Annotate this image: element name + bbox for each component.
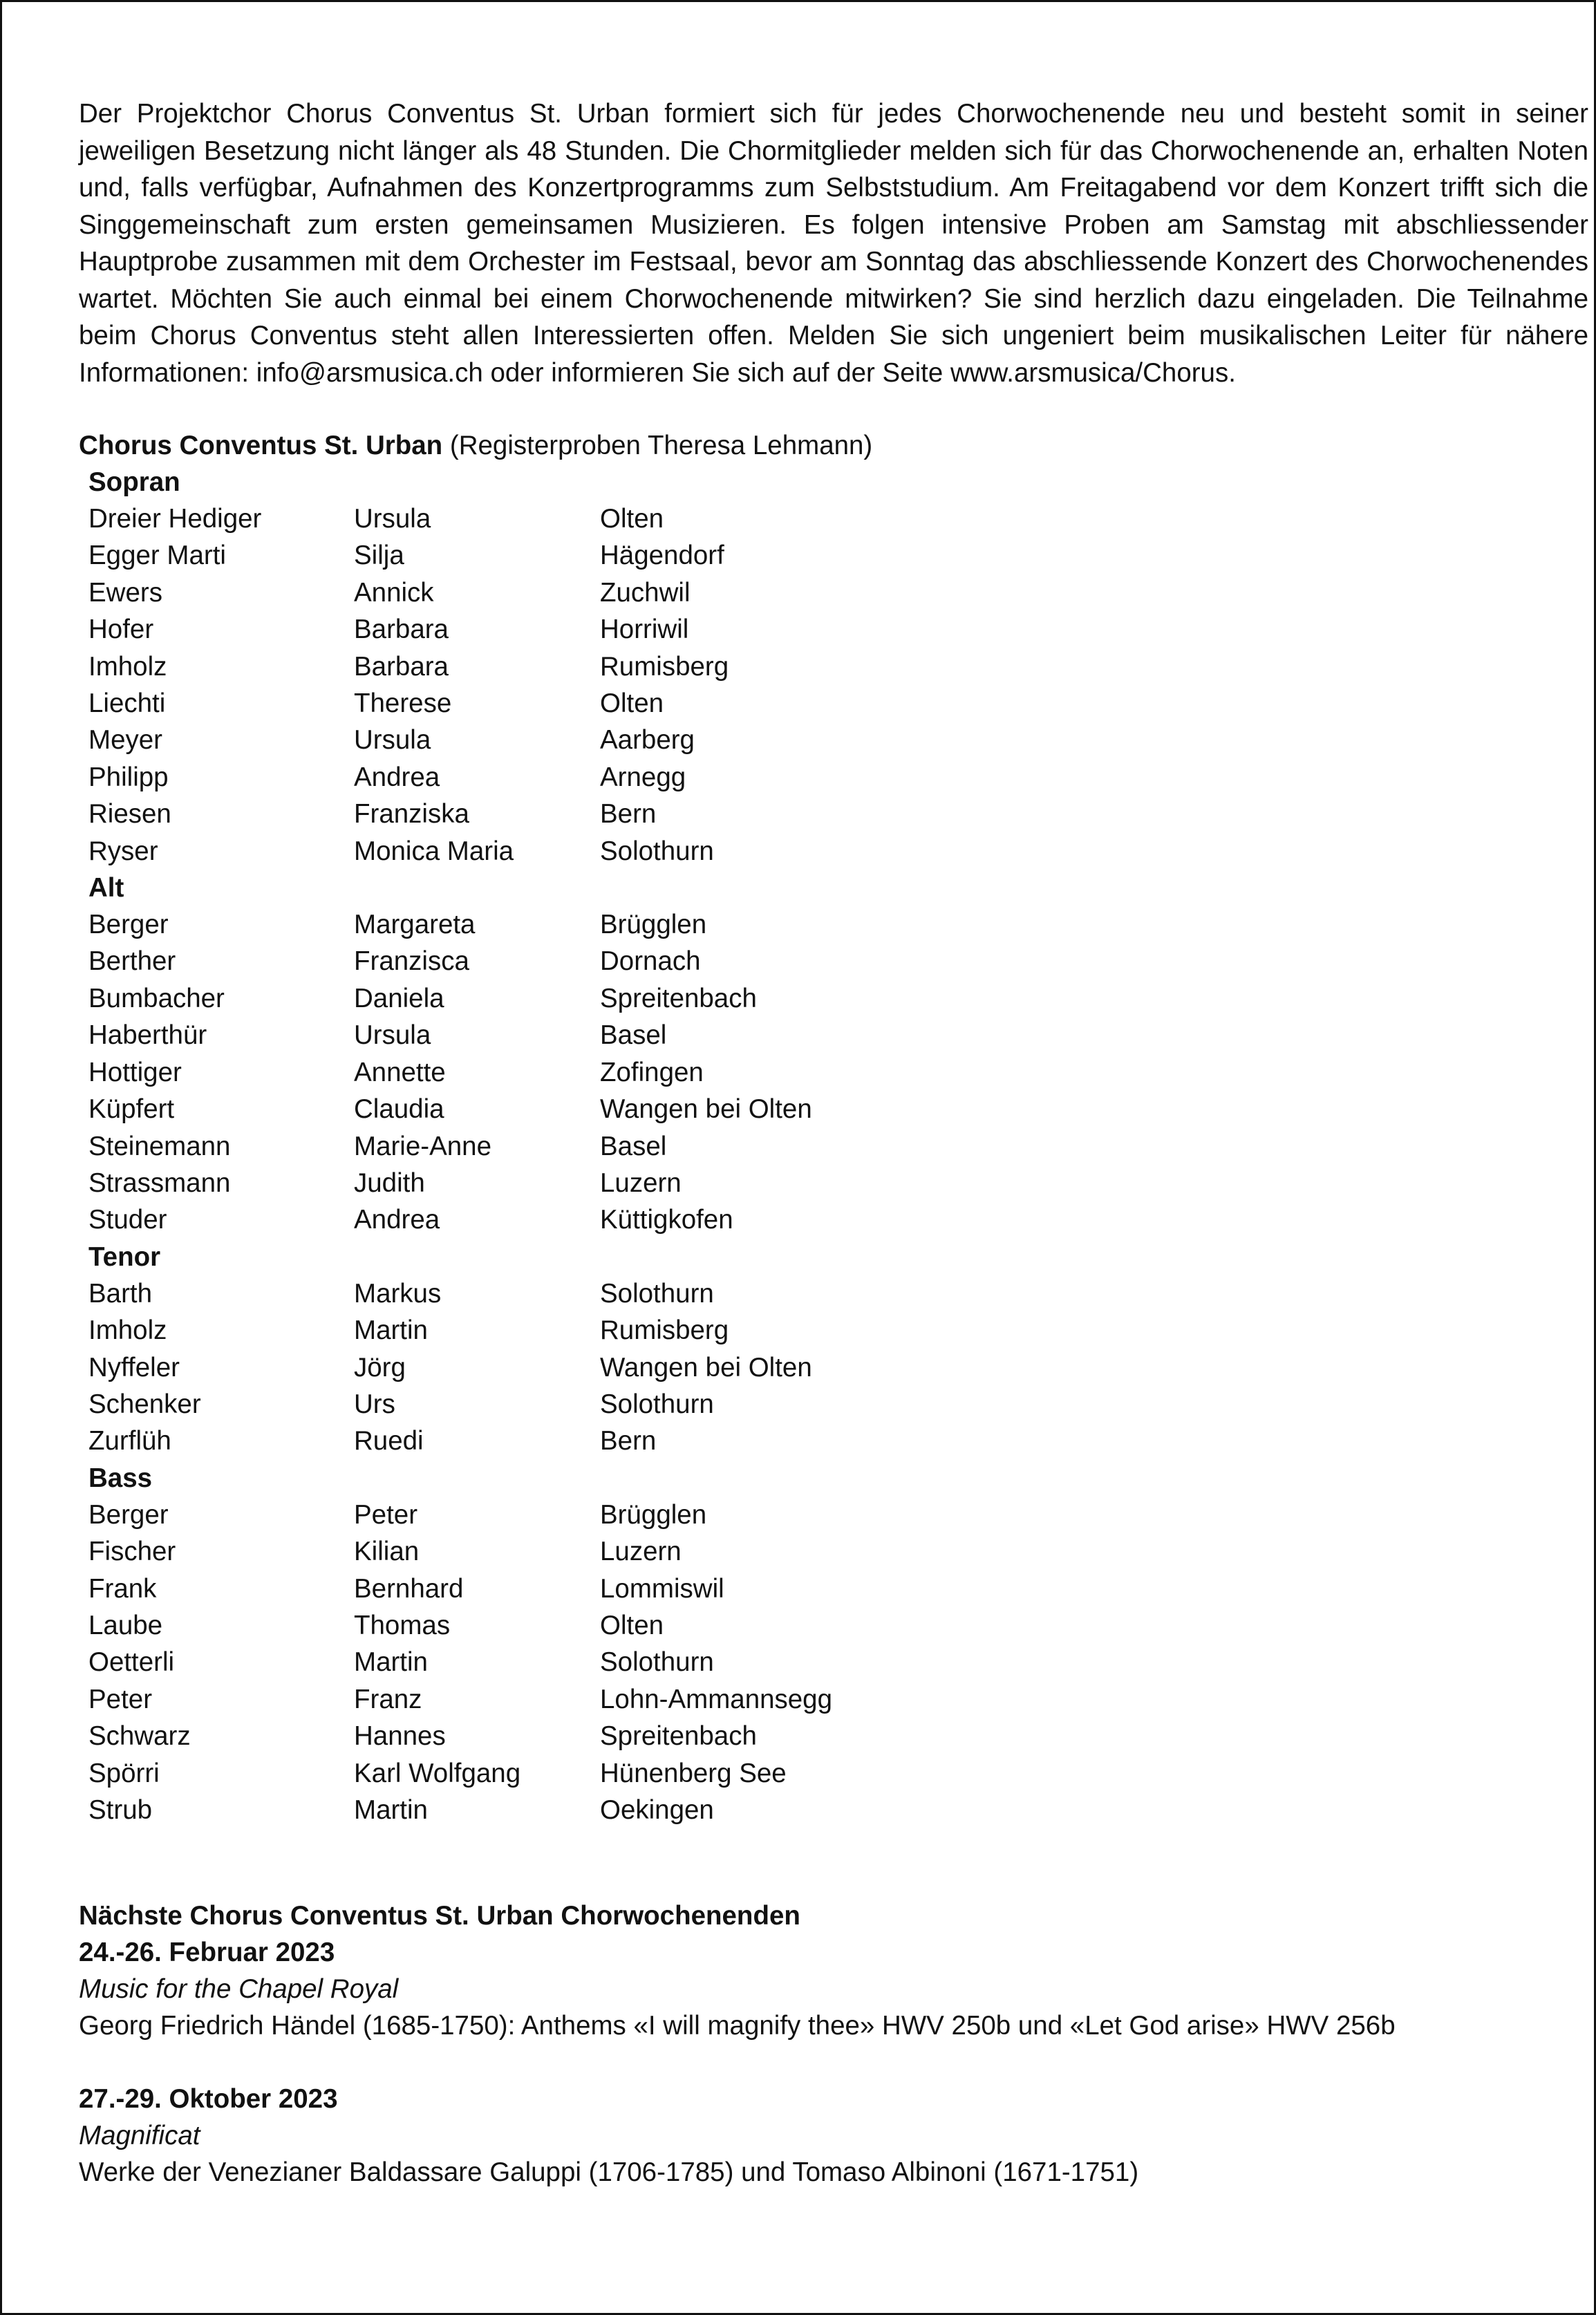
member-firstname: Therese (354, 688, 452, 719)
member-row (88, 833, 1588, 870)
member-row (88, 611, 1588, 648)
member-firstname: Judith (354, 1168, 425, 1198)
member-firstname: Markus (354, 1278, 442, 1309)
member-surname: Egger Marti (88, 541, 226, 571)
member-row (88, 685, 1588, 722)
member-place: Solothurn (600, 836, 714, 866)
member-surname: Studer (88, 1205, 167, 1235)
member-place: Olten (600, 688, 664, 719)
member-surname: Riesen (88, 799, 171, 830)
member-row (88, 1312, 1588, 1349)
member-firstname: Martin (354, 1795, 428, 1825)
member-place: Zofingen (600, 1057, 704, 1087)
member-place: Brügglen (600, 910, 707, 940)
member-surname: Meyer (88, 725, 162, 756)
member-row (88, 1349, 1588, 1386)
member-row (88, 574, 1588, 611)
member-place: Oekingen (600, 1795, 714, 1825)
member-firstname: Andrea (354, 762, 440, 792)
member-firstname: Daniela (354, 983, 444, 1013)
member-firstname: Ursula (354, 504, 431, 534)
member-place: Rumisberg (600, 1315, 729, 1346)
member-firstname: Claudia (354, 1094, 444, 1125)
member-place: Solothurn (600, 1389, 714, 1419)
member-surname: Steinemann (88, 1131, 231, 1161)
member-row (88, 722, 1588, 758)
member-place: Spreitenbach (600, 983, 757, 1013)
member-firstname: Bernhard (354, 1573, 464, 1604)
member-place: Arnegg (600, 762, 686, 792)
member-place: Wangen bei Olten (600, 1094, 812, 1125)
section-title: Sopran (88, 467, 180, 497)
upcoming-heading: Nächste Chorus Conventus St. Urban Chorwochenenden (79, 1901, 800, 1931)
member-row (88, 1128, 1588, 1165)
member-surname: Ewers (88, 577, 162, 608)
member-row (88, 1681, 1588, 1718)
member-row (88, 648, 1588, 685)
member-place: Olten (600, 504, 664, 534)
member-place: Luzern (600, 1537, 682, 1567)
member-surname: Bumbacher (88, 983, 225, 1013)
member-firstname: Thomas (354, 1610, 451, 1640)
member-row (88, 1165, 1588, 1201)
event-title: Music for the Chapel Royal (79, 1974, 399, 2005)
member-surname: Oetterli (88, 1647, 175, 1678)
member-place: Hägendorf (600, 541, 724, 571)
member-surname: Imholz (88, 1315, 167, 1346)
member-firstname: Monica Maria (354, 836, 514, 866)
member-row (88, 796, 1588, 832)
member-firstname: Annick (354, 577, 434, 608)
member-row (88, 1571, 1588, 1607)
event-date: 24.-26. Februar 2023 (79, 1938, 335, 1968)
member-place: Solothurn (600, 1647, 714, 1678)
member-surname: Imholz (88, 651, 167, 682)
member-firstname: Franziska (354, 799, 469, 830)
member-row (88, 943, 1588, 980)
member-surname: Nyffeler (88, 1352, 180, 1383)
member-surname: Barth (88, 1278, 153, 1309)
event-spacer (79, 2044, 1588, 2081)
member-row (88, 1644, 1588, 1680)
member-row (88, 1017, 1588, 1053)
member-firstname: Urs (354, 1389, 395, 1419)
member-firstname: Marie-Anne (354, 1131, 492, 1161)
member-place: Zuchwil (600, 577, 691, 608)
member-place: Spreitenbach (600, 1721, 757, 1752)
member-surname: Schenker (88, 1389, 201, 1419)
document-content (79, 95, 1588, 2191)
member-firstname: Franz (354, 1684, 422, 1714)
member-surname: Schwarz (88, 1721, 191, 1752)
event-1 (79, 1934, 1588, 2044)
upcoming-events (79, 1897, 1588, 2191)
member-place: Küttigkofen (600, 1205, 733, 1235)
voice-sections (79, 464, 1588, 1828)
event-description: Georg Friedrich Händel (1685-1750): Anthems «I will magnify thee» HWV 250b und «Let God arise» HWV 256b (79, 2011, 1396, 2041)
member-surname: Hottiger (88, 1057, 182, 1087)
member-firstname: Martin (354, 1315, 428, 1346)
member-firstname: Ruedi (354, 1426, 424, 1456)
member-place: Luzern (600, 1168, 682, 1198)
member-row (88, 980, 1588, 1017)
member-surname: Hofer (88, 615, 154, 645)
member-surname: Berger (88, 910, 169, 940)
member-place: Wangen bei Olten (600, 1352, 812, 1383)
member-surname: Berger (88, 1499, 169, 1530)
member-row (88, 1497, 1588, 1533)
voice-section-tenor (88, 1239, 1588, 1460)
member-row (88, 1533, 1588, 1570)
member-surname: Strassmann (88, 1168, 231, 1198)
section-title: Alt (88, 873, 124, 903)
member-surname: Zurflüh (88, 1426, 171, 1456)
member-firstname: Karl Wolfgang (354, 1758, 521, 1788)
member-row (88, 1275, 1588, 1312)
member-firstname: Ursula (354, 1020, 431, 1051)
intro-paragraph: Der Projektchor Chorus Conventus St. Urban formiert sich für jedes Chorwochenende neu und besteht somit in seiner jeweiligen Besetzung nicht länger als 48 Stunden. Die Chormitglieder melden sich für das Chorwochenende an, erhalten Noten und, falls verfügbar, Aufnahmen des Konzertprogramms zum Selbststudium. Am Freitagabend vor dem Konzert trifft sich die Singgemeinschaft zum ersten gemeinsamen Musizieren. Es folgen intensive Proben am Samstag mit abschliessender Hauptprobe zusammen mit dem Orchester im Festsaal, bevor am Sonntag das abschliessende Konzert des Chorwochenendes wartet. Möchten Sie auch einmal bei einem Chorwochenende mitwirken? Sie sind herzlich dazu eingeladen. Die Teilnahme beim Chorus Conventus steht allen Interessierten offen. Melden Sie sich ungeniert beim musikalischen Leiter für nähere Informationen: info@arsmusica.ch oder informieren Sie sich auf der Seite www.arsmusica/Chorus. (79, 99, 1588, 388)
member-place: Dornach (600, 946, 701, 977)
choir-heading (79, 427, 1588, 464)
event-title: Magnificat (79, 2121, 200, 2151)
member-firstname: Hannes (354, 1721, 446, 1752)
member-firstname: Martin (354, 1647, 428, 1678)
voice-section-sopran (88, 464, 1588, 870)
member-surname: Philipp (88, 762, 169, 792)
member-place: Solothurn (600, 1278, 714, 1309)
member-firstname: Franzisca (354, 946, 469, 977)
member-place: Hünenberg See (600, 1758, 787, 1788)
member-surname: Strub (88, 1795, 153, 1825)
member-surname: Frank (88, 1573, 157, 1604)
member-place: Aarberg (600, 725, 695, 756)
voice-section-bass (88, 1460, 1588, 1829)
member-firstname: Ursula (354, 725, 431, 756)
member-place: Lommiswil (600, 1573, 724, 1604)
member-place: Lohn-Ammannsegg (600, 1684, 833, 1714)
member-place: Bern (600, 1426, 657, 1456)
member-place: Basel (600, 1020, 667, 1051)
member-surname: Laube (88, 1610, 163, 1640)
member-row (88, 1091, 1588, 1127)
choir-name: Chorus Conventus St. Urban (79, 431, 443, 460)
member-row (88, 1201, 1588, 1238)
member-place: Horriwil (600, 615, 689, 645)
member-row (88, 1607, 1588, 1644)
member-place: Rumisberg (600, 651, 729, 682)
member-firstname: Silja (354, 541, 404, 571)
member-surname: Dreier Hediger (88, 504, 262, 534)
member-place: Brügglen (600, 1499, 707, 1530)
member-surname: Ryser (88, 836, 158, 866)
member-row (88, 1755, 1588, 1792)
member-row (88, 1054, 1588, 1091)
member-firstname: Peter (354, 1499, 418, 1530)
member-firstname: Margareta (354, 910, 476, 940)
voice-section-alt (88, 870, 1588, 1239)
member-surname: Peter (88, 1684, 153, 1714)
event-date: 27.-29. Oktober 2023 (79, 2084, 338, 2115)
section-title: Tenor (88, 1241, 161, 1272)
member-surname: Liechti (88, 688, 166, 719)
member-row (88, 906, 1588, 943)
member-firstname: Barbara (354, 615, 449, 645)
member-surname: Spörri (88, 1758, 160, 1788)
member-firstname: Annette (354, 1057, 446, 1087)
event-description: Werke der Venezianer Baldassare Galuppi (1706-1785) und Tomaso Albinoni (1671-1751) (79, 2157, 1139, 2188)
member-firstname: Jörg (354, 1352, 406, 1383)
member-row (88, 537, 1588, 574)
member-place: Olten (600, 1610, 664, 1640)
member-row (88, 1423, 1588, 1459)
member-row (88, 500, 1588, 537)
member-row (88, 1792, 1588, 1828)
member-surname: Haberthür (88, 1020, 207, 1051)
event-2 (79, 2081, 1588, 2191)
section-title: Bass (88, 1463, 153, 1493)
member-firstname: Andrea (354, 1205, 440, 1235)
member-surname: Küpfert (88, 1094, 175, 1125)
choir-note: (Registerproben Theresa Lehmann) (442, 431, 873, 460)
member-surname: Berther (88, 946, 176, 977)
member-row (88, 1718, 1588, 1754)
member-surname: Fischer (88, 1537, 176, 1567)
member-firstname: Barbara (354, 651, 449, 682)
member-row (88, 759, 1588, 796)
member-firstname: Kilian (354, 1537, 420, 1567)
member-row (88, 1386, 1588, 1423)
member-place: Bern (600, 799, 657, 830)
member-place: Basel (600, 1131, 667, 1161)
